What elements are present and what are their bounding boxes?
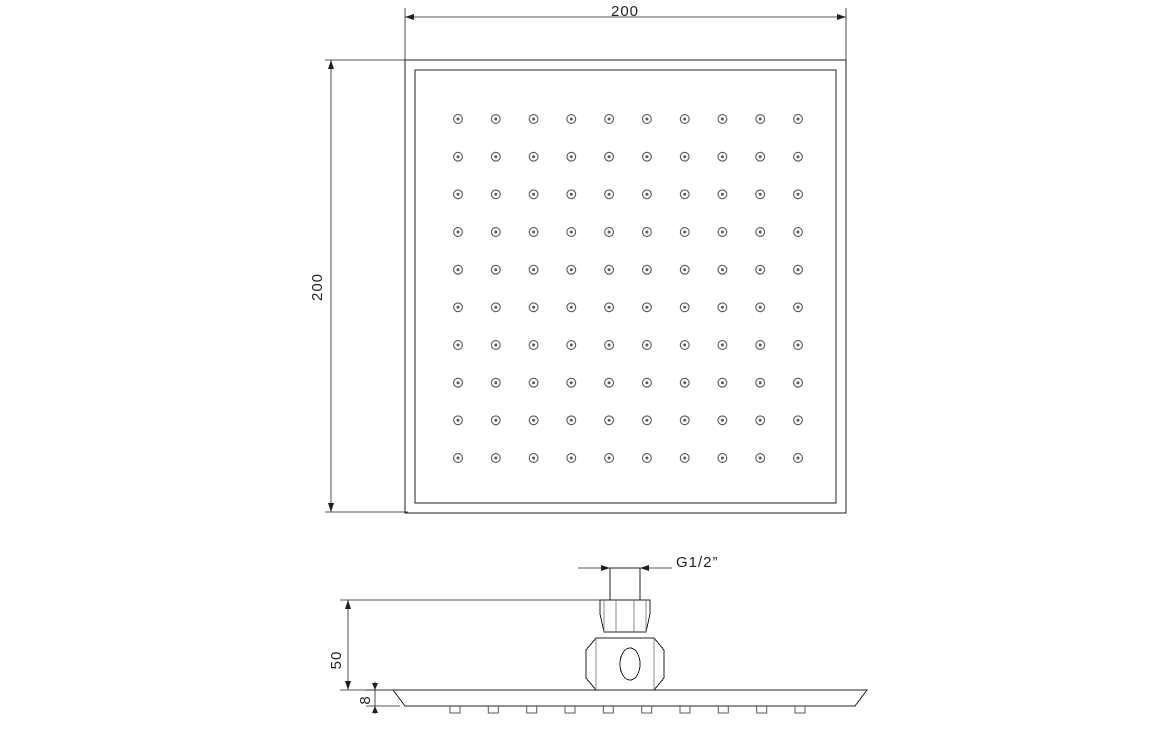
arrow-left xyxy=(405,14,414,20)
swivel-ball-ellipse xyxy=(620,648,640,680)
nozzle-center xyxy=(797,381,800,384)
nozzle-center xyxy=(608,381,611,384)
nozzle-center xyxy=(759,268,762,271)
nozzle-stub-group xyxy=(450,706,805,713)
nozzle-center xyxy=(645,155,648,158)
nozzle-center xyxy=(532,306,535,309)
nozzle-center xyxy=(494,381,497,384)
plate-outer-outline xyxy=(405,60,846,513)
nozzle-center xyxy=(532,118,535,121)
nozzle-center xyxy=(683,155,686,158)
arrow-right xyxy=(837,14,846,20)
nozzle-center xyxy=(570,118,573,121)
dim-label-thickness: 8 xyxy=(357,695,374,705)
nozzle-center xyxy=(683,306,686,309)
side-view xyxy=(340,565,867,714)
nozzle-stub xyxy=(450,706,460,713)
thread-arrow-right xyxy=(640,565,649,571)
nozzle-center xyxy=(797,193,800,196)
nozzle-center xyxy=(759,419,762,422)
nozzle-center xyxy=(797,268,800,271)
nozzle-center xyxy=(683,118,686,121)
nozzle-center xyxy=(721,457,724,460)
nozzle-center xyxy=(494,419,497,422)
nozzle-center xyxy=(457,268,460,271)
nozzle-stub xyxy=(795,706,805,713)
nozzle-center xyxy=(608,419,611,422)
nozzle-stub xyxy=(757,706,767,713)
nozzle-center xyxy=(532,419,535,422)
plate-side-profile xyxy=(393,690,867,706)
nozzle-center xyxy=(759,193,762,196)
nozzle-stub xyxy=(603,706,613,713)
dim-label-width: 200 xyxy=(610,3,640,20)
nozzle-center xyxy=(608,457,611,460)
nozzle-center xyxy=(570,381,573,384)
nozzle-center xyxy=(494,193,497,196)
nozzle-center xyxy=(759,155,762,158)
nozzle-stub xyxy=(565,706,575,713)
nozzle-center xyxy=(494,457,497,460)
nozzle-center xyxy=(570,268,573,271)
nozzle-center xyxy=(721,344,724,347)
nozzle-center xyxy=(494,118,497,121)
nozzle-center xyxy=(797,419,800,422)
nozzle-center xyxy=(721,306,724,309)
nozzle-stub xyxy=(527,706,537,713)
arrow-top xyxy=(328,60,334,69)
nozzle-center xyxy=(683,381,686,384)
nozzle-center xyxy=(457,155,460,158)
nozzle-center xyxy=(721,118,724,121)
nozzle-center xyxy=(645,268,648,271)
nozzle-center xyxy=(683,193,686,196)
hex-collar xyxy=(600,600,650,632)
nozzle-center xyxy=(608,268,611,271)
nozzle-center xyxy=(759,118,762,121)
nozzle-center xyxy=(532,193,535,196)
nozzle-center xyxy=(494,268,497,271)
nozzle-center xyxy=(570,231,573,234)
arrow-bottom xyxy=(328,503,334,512)
nozzle-center xyxy=(797,155,800,158)
nozzle-stub xyxy=(488,706,498,713)
nozzle-center xyxy=(683,268,686,271)
nozzle-center xyxy=(457,231,460,234)
swivel-joint-body xyxy=(586,638,664,690)
thk-arrow-top xyxy=(372,683,378,690)
nozzle-center xyxy=(683,419,686,422)
nozzle-center xyxy=(721,193,724,196)
nozzle-center xyxy=(457,381,460,384)
nozzle-center xyxy=(721,231,724,234)
nozzle-center xyxy=(645,118,648,121)
nozzle-center xyxy=(683,457,686,460)
dim-label-thread: G1/2” xyxy=(676,554,719,571)
nozzle-center xyxy=(645,419,648,422)
plate-inner-outline xyxy=(415,70,836,503)
nozzle-center xyxy=(797,306,800,309)
height-arrow-top xyxy=(345,600,351,609)
nozzle-center xyxy=(721,419,724,422)
nozzle-center xyxy=(532,231,535,234)
nozzle-center xyxy=(608,118,611,121)
nozzle-center xyxy=(645,344,648,347)
nozzle-center xyxy=(645,306,648,309)
nozzle-center xyxy=(532,381,535,384)
nozzle-center xyxy=(532,457,535,460)
nozzle-center xyxy=(532,155,535,158)
nozzle-center xyxy=(608,344,611,347)
nozzle-center xyxy=(797,457,800,460)
nozzle-center xyxy=(645,457,648,460)
nozzle-stub xyxy=(680,706,690,713)
nozzle-center xyxy=(457,118,460,121)
thk-arrow-bottom xyxy=(372,706,378,713)
nozzle-center xyxy=(457,457,460,460)
nozzle-center xyxy=(721,155,724,158)
nozzle-center xyxy=(797,344,800,347)
thread-arrow-left xyxy=(601,565,610,571)
nozzle-center xyxy=(532,268,535,271)
nozzle-center xyxy=(797,231,800,234)
nozzle-center xyxy=(570,155,573,158)
nozzle-center xyxy=(759,231,762,234)
nozzle-center xyxy=(608,306,611,309)
nozzle-center xyxy=(759,457,762,460)
nozzle-grid xyxy=(454,115,803,463)
nozzle-center xyxy=(608,231,611,234)
nozzle-center xyxy=(570,457,573,460)
nozzle-center xyxy=(645,381,648,384)
nozzle-center xyxy=(570,419,573,422)
nozzle-center xyxy=(494,344,497,347)
top-view xyxy=(325,8,846,513)
nozzle-center xyxy=(721,381,724,384)
nozzle-center xyxy=(683,344,686,347)
nozzle-center xyxy=(759,381,762,384)
nozzle-center xyxy=(608,193,611,196)
nozzle-center xyxy=(570,306,573,309)
nozzle-center xyxy=(494,306,497,309)
nozzle-center xyxy=(759,344,762,347)
dim-label-depth: 200 xyxy=(309,272,326,302)
height-arrow-bottom xyxy=(345,681,351,690)
nozzle-center xyxy=(645,231,648,234)
nozzle-center xyxy=(570,344,573,347)
nozzle-center xyxy=(683,231,686,234)
nozzle-center xyxy=(608,155,611,158)
nozzle-center xyxy=(494,231,497,234)
nozzle-center xyxy=(797,118,800,121)
nozzle-center xyxy=(759,306,762,309)
nozzle-stub xyxy=(718,706,728,713)
nozzle-center xyxy=(457,344,460,347)
nozzle-stub xyxy=(642,706,652,713)
nozzle-center xyxy=(532,344,535,347)
nozzle-center xyxy=(457,419,460,422)
nozzle-center xyxy=(645,193,648,196)
nozzle-center xyxy=(494,155,497,158)
nozzle-center xyxy=(457,306,460,309)
dim-label-height: 50 xyxy=(328,650,345,670)
nozzle-center xyxy=(570,193,573,196)
nozzle-center xyxy=(721,268,724,271)
nozzle-center xyxy=(457,193,460,196)
